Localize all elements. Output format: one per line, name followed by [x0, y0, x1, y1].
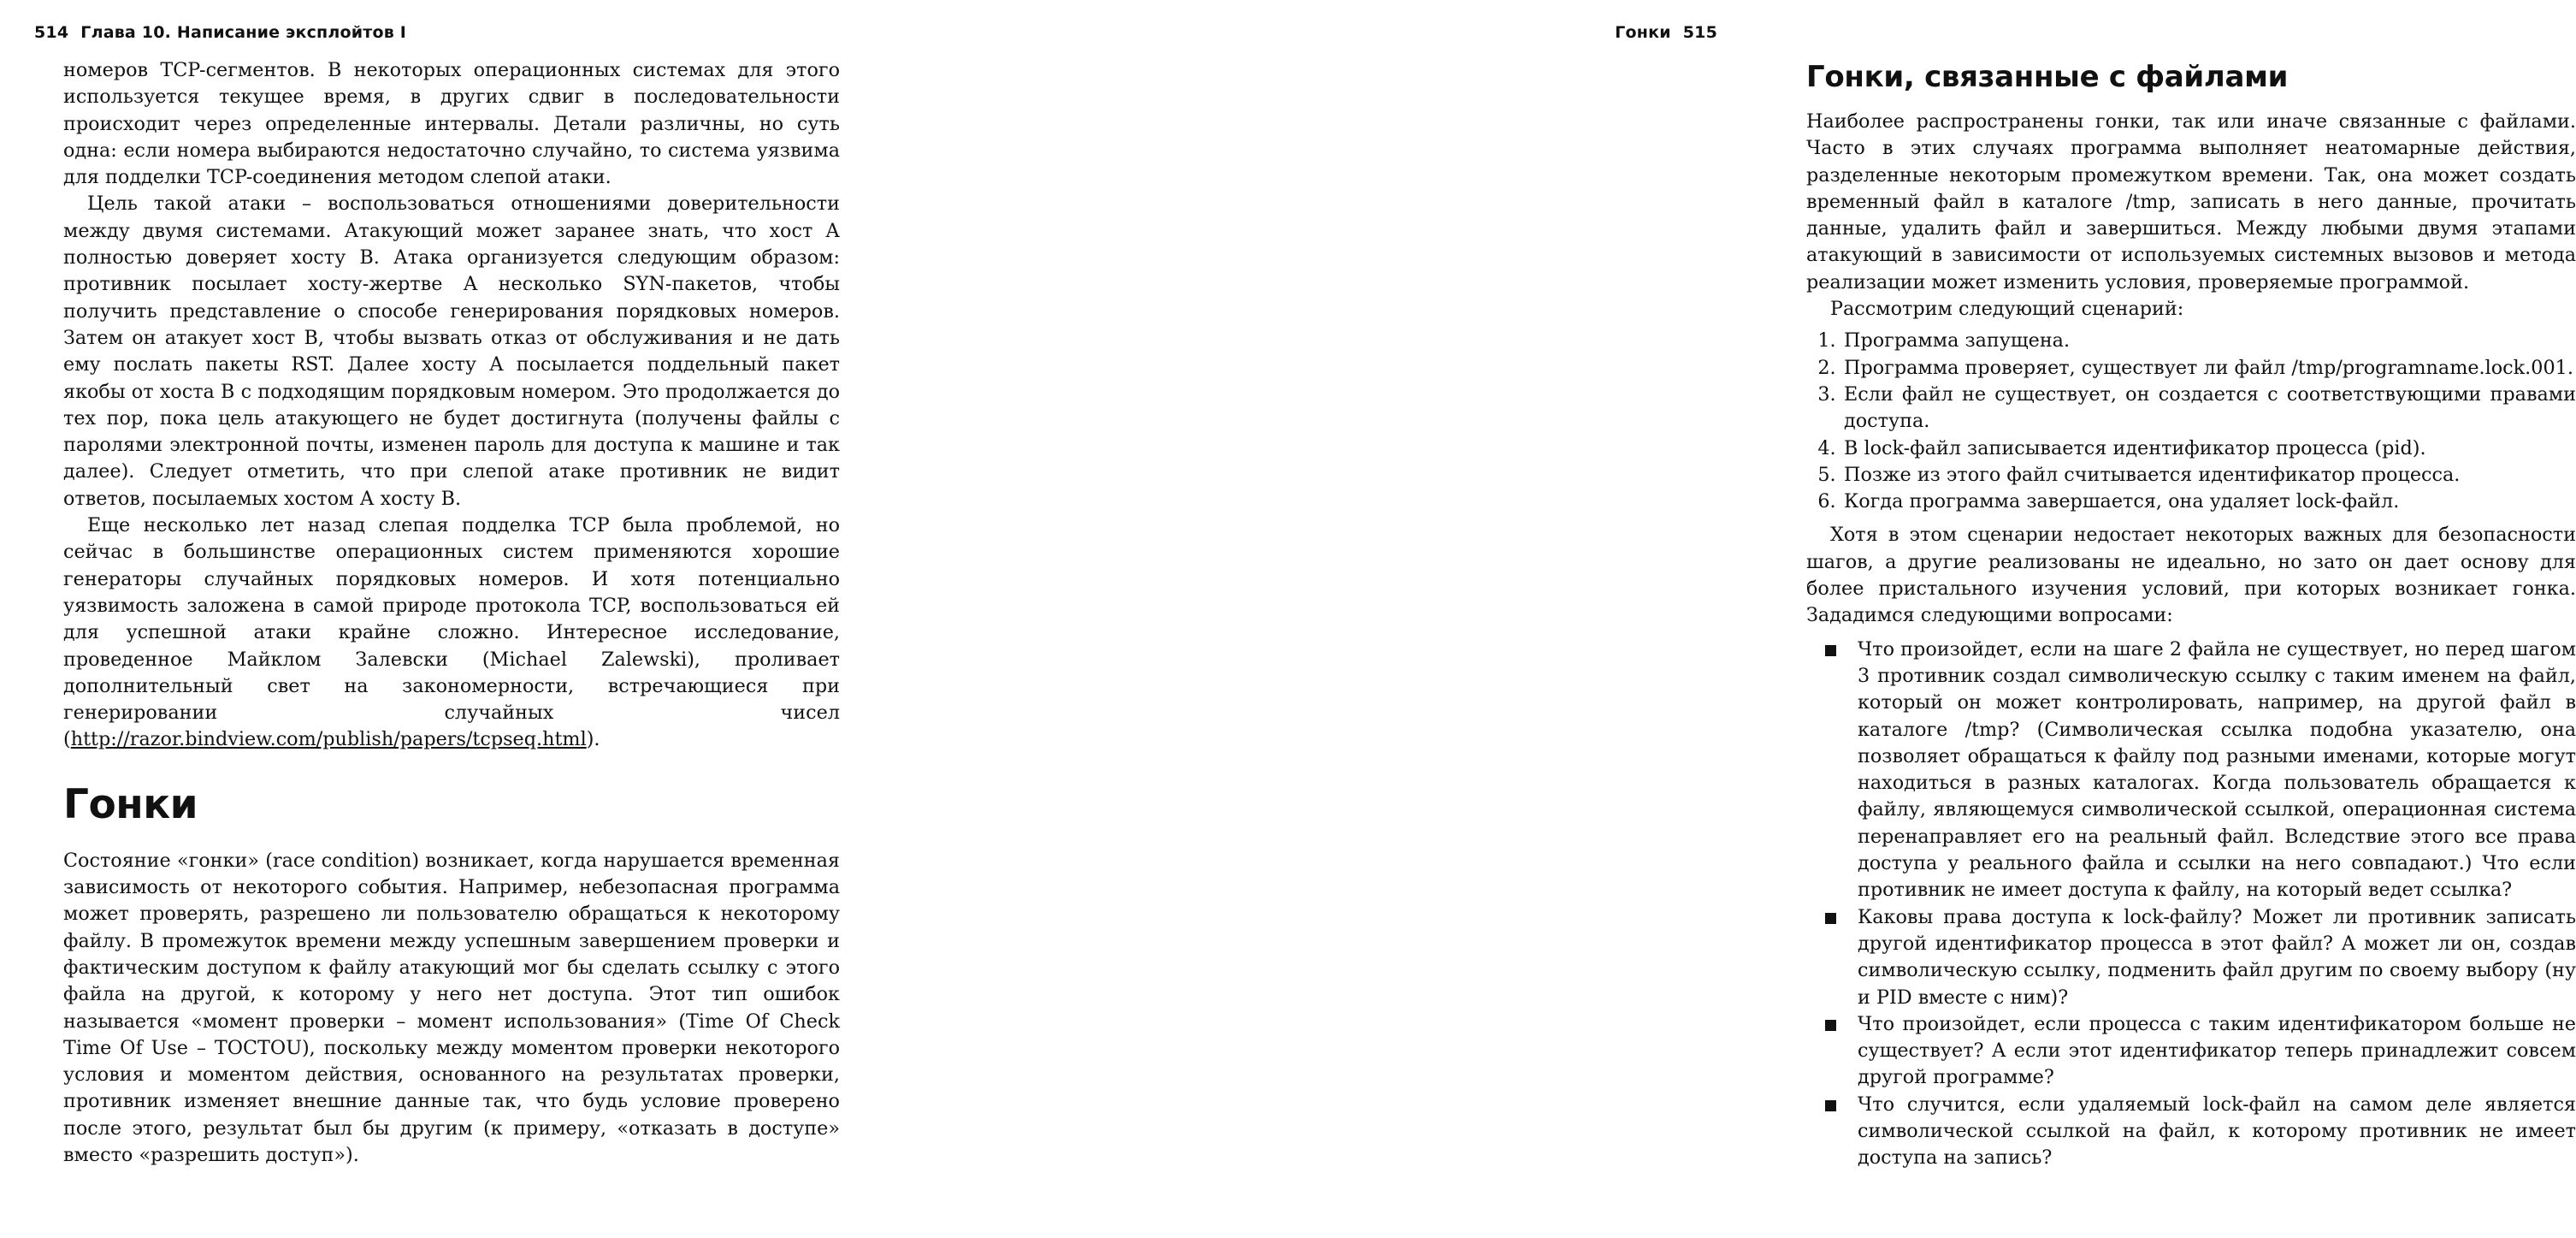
- paragraph-scenario-followup: Хотя в этом сценарии недостает некоторых важных для безопасности шагов, а другие реализованы не идеально, но зато он дает основу для более пристального изучения условий, при которых возникает гонка. Зададимся следующими вопросами:: [1806, 524, 2576, 627]
- list-item-text: Программа проверяет, существует ли файл /tmp/programname.lock.001.: [1844, 356, 2573, 379]
- right-page: [876, 0, 2576, 1238]
- paragraph-text: Еще несколько лет назад слепая подделка TCP была проблемой, но сейчас в большинстве операционных систем применяются хорошие генераторы случайных порядковых номеров. И хотя потенциально уязвимость заложена в самой природе протокола TCP, воспользоваться ей для успешной атаки крайне сложно. Интересное исследование, проведенное Майклом Залевски (Michael Zalewski), проливает дополнительный свет на закономерности, встречающиеся при генерировании случайных чисел (: [63, 514, 840, 751]
- list-item-text: Каковы права доступа к lock-файлу? Может ли противник записать другой идентификатор процесса в этот файл? А может ли он, создав символическую ссылку, подменить файл другим по своему выбору (ну и PID вместе с ним)?: [1858, 905, 2576, 1009]
- list-item-number: 5.: [1817, 463, 1836, 486]
- list-item-text: Что произойдет, если на шаге 2 файла не существует, но перед шагом 3 противник создал символическую ссылку с таким именем на файл, который он может контролировать, например, на другой файл в каталоге /tmp? (Символическая ссылка подобна указателю, она позволяет обращаться к файлу под разными именами, которые могут находиться в разных каталогах. Когда пользователь обращается к файлу, являющемуся символической ссылкой, операционная система перенаправляет его на реальный файл. Вследствие этого все права доступа у реального файла и ссылки на него совпадают.) Что если противник не имеет доступа к файлу, на который ведет ссылка?: [1858, 637, 2576, 902]
- list-item: [1806, 435, 2576, 462]
- list-item-number: 3.: [1817, 382, 1836, 406]
- list-item-text: В lock-файл записывается идентификатор процесса (pid).: [1844, 436, 2426, 459]
- list-item: [1806, 1092, 2576, 1172]
- list-item-number: 1.: [1817, 329, 1836, 352]
- list-item: [1806, 904, 2576, 1011]
- section-heading-races: Гонки: [63, 780, 198, 828]
- list-item: [1806, 637, 2576, 904]
- square-bullet-icon: [1825, 645, 1836, 656]
- right-text-column: [1806, 58, 2576, 1172]
- list-item-text: Программа запущена.: [1844, 329, 2071, 352]
- list-item-number: 2.: [1817, 356, 1836, 379]
- square-bullet-icon: [1825, 1100, 1836, 1111]
- paragraph-scenario-intro: Рассмотрим следующий сценарий:: [1830, 298, 2184, 321]
- list-item: [1806, 328, 2576, 354]
- list-item-text: Что случится, если удаляемый lock-файл на самом деле является символической ссылкой на файл, к которому противник не имеет доступа на запись?: [1858, 1093, 2576, 1170]
- paragraph-race-condition: Состояние «гонки» (race condition) возникает, когда нарушается временная зависимость от некоторого события. Например, небезопасная программа может проверять, разрешено ли пользователю обращаться к некоторому файлу. В промежуток времени между успешным завершением проверки и фактическим доступом к файлу атакующий мог бы сделать ссылку с этого файла на другой, к которому у него нет доступа. Этот тип ошибок называется «момент проверки – момент использования» (Time Of Check Time Of Use – TOCTOU), поскольку между моментом проверки некоторого условия и моментом действия, основанного на результатах проверки, противник изменяет внешние данные так, что будь условие проверено после этого, результат был бы другим (к примеру, «отказать в доступе» вместо «разрешить доступ»).: [63, 849, 840, 1166]
- right-running-head: [1615, 23, 1717, 42]
- list-item: [1806, 462, 2576, 489]
- list-item: [1806, 355, 2576, 382]
- square-bullet-icon: [1825, 913, 1836, 924]
- paragraph-file-races-intro: Наиболее распространены гонки, так или иначе связанные с файлами. Часто в этих случаях программа выполняет неатомарные действия, разделенные некоторым промежутком времени. Так, она может создать временный файл в каталоге /tmp, записать в него данные, прочитать данные, удалить файл и завершиться. Между любыми двумя этапами атакующий в зависимости от используемых системных вызовов и метода реализации может изменить условия, проверяемые программой.: [1806, 110, 2576, 293]
- list-item-text: Позже из этого файл считывается идентификатор процесса.: [1844, 463, 2461, 486]
- left-text-column: [63, 57, 840, 1169]
- list-item-number: 4.: [1817, 436, 1836, 459]
- list-item-text: Что произойдет, если процесса с таким идентификатором больше не существует? А если этот идентификатор теперь принадлежит совсем другой программе?: [1858, 1012, 2576, 1089]
- subsection-heading-file-races: Гонки, связанные с файлами: [1806, 60, 2289, 94]
- paragraph-attack-goal: Цель такой атаки – воспользоваться отношениями доверительности между двумя системами. Атакующий может заранее знать, что хост А полностью доверяет хосту В. Атака организуется следующим образом: противник посылает хосту-жертве А несколько SYN-пакетов, чтобы получить представление о способе генерирования порядковых номеров. Затем он атакует хост В, чтобы вызвать отказ от обслуживания и не дать ему послать пакеты RST. Далее хосту А посылается поддельный пакет якобы от хоста В с подходящим порядковым номером. Это продолжается до тех пор, пока цель атакующего не будет достигнута (получены файлы с паролями электронной почты, изменен пароль для доступа к машине и так далее). Следует отметить, что при слепой атаке противник не видит ответов, посылаемых хостом А хосту В.: [63, 193, 840, 510]
- left-running-title: Глава 10. Написание эксплойтов I: [80, 23, 407, 42]
- scenario-steps-list: [1806, 328, 2576, 515]
- left-page: [0, 0, 876, 1238]
- paragraph-text-end: ).: [586, 728, 600, 751]
- tcpseq-link[interactable]: http://razor.bindview.com/publish/papers/tcpseq.html: [70, 728, 587, 751]
- right-page-number: 515: [1682, 23, 1717, 42]
- list-item-text: Когда программа завершается, она удаляет lock-файл.: [1844, 490, 2400, 513]
- list-item: [1806, 489, 2576, 515]
- left-page-number: 514: [34, 23, 69, 42]
- paragraph-blind-spoofing: [63, 512, 840, 754]
- list-item: [1806, 382, 2576, 435]
- right-running-title: Гонки: [1615, 23, 1671, 42]
- list-item: [1806, 1011, 2576, 1092]
- paragraph-continued: номеров TCP-сегментов. В некоторых операционных системах для этого используется текущее время, в других сдвиг в последовательности происходит через определенные интервалы. Детали различны, но суть одна: если номера выбираются недостаточно случайно, то система уязвима для подделки TCP-соединения методом слепой атаки.: [63, 59, 840, 189]
- list-item-text: Если файл не существует, он создается с соответствующими правами доступа.: [1844, 382, 2576, 433]
- list-item-number: 6.: [1817, 490, 1836, 513]
- left-running-head: [34, 23, 406, 42]
- square-bullet-icon: [1825, 1020, 1836, 1031]
- questions-list: [1806, 637, 2576, 1172]
